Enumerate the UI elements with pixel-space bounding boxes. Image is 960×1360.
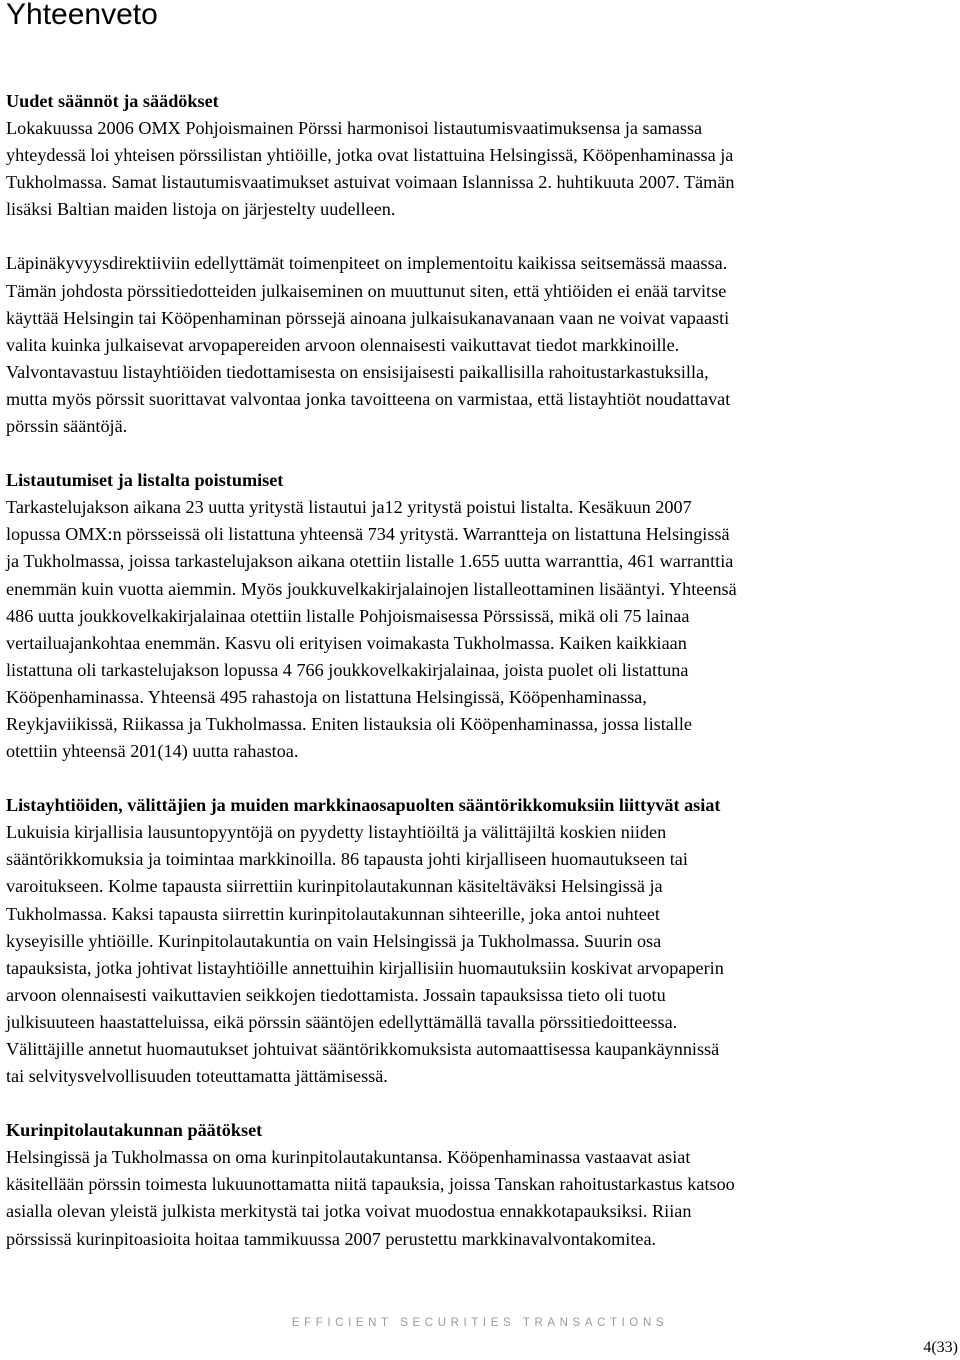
text-line: vertailuajankohtaa enemmän. Kasvu oli erityisen voimakasta Tukholmassa. Kaiken kaikkiaan [6, 632, 687, 653]
section-rules [6, 88, 958, 440]
text-line: Tukholmassa. Samat listautumisvaatimukset astuivat voimaan Islannissa 2. huhtikuuta 2007. Tämän [6, 172, 735, 193]
text-line: asialla olevan yleistä julkista merkitystä tai jotka voivat muodostua ennakkotapauksiksi. Riian [6, 1201, 692, 1222]
text-line: mutta myös pörssit suorittavat valvontaa jonka tavoitteena on varmistaa, että listayhtiöt noudattavat [6, 388, 731, 409]
text-line: Valvontavastuu listayhtiöiden tiedottamisesta on ensisijaisesti paikallisilla rahoitustarkastuksilla, [6, 361, 709, 382]
text-line: julkisuuteen haastatteluissa, eikä pörssin sääntöjen edellyttämällä tavalla pörssitiedoitteessa. [6, 1011, 678, 1032]
paragraph [6, 115, 958, 223]
text-line: ja Tukholmassa, joissa tarkastelujakson aikana otettiin listalle 1.655 uutta warranttia, 461 warranttia [6, 551, 734, 572]
page-number: 4(33) [923, 1339, 958, 1356]
paragraph [6, 1144, 958, 1252]
text-line: valita kuinka julkaisevat arvopapereiden arvoon olennaisesti vaikuttavat tiedot markkinoille. [6, 334, 680, 355]
section-listings [6, 467, 958, 765]
text-line: lopussa OMX:n pörsseissä oli listattuna yhteensä 734 yritystä. Warrantteja on listattuna Helsingissä [6, 524, 730, 545]
text-line: pörssin sääntöjä. [6, 416, 128, 437]
text-line: varoitukseen. Kolme tapausta siirrettiin kurinpitolautakunnan käsiteltäväksi Helsingissä ja [6, 876, 663, 897]
text-line: yhteydessä loi yhteisen pörssilistan yhtiöille, jotka ovat listattuina Helsingissä, Kööpenhaminassa ja [6, 145, 734, 166]
section-disciplinary [6, 1117, 958, 1252]
page-title: Yhteenveto [6, 0, 158, 31]
text-line: kyseyisille yhtiöille. Kurinpitolautakuntia on vain Helsingissä ja Tukholmassa. Suurin osa [6, 930, 662, 951]
text-line: Reykjaviikissä, Riikassa ja Tukholmassa. Eniten listauksia oli Kööpenhaminassa, jossa listalle [6, 713, 693, 734]
text-line: enemmän kuin vuotta aiemmin. Myös joukkuvelkakirjalainojen listalleottaminen lisääntyi. Yhteensä [6, 578, 737, 599]
paragraph [6, 250, 958, 440]
text-line: käyttää Helsingin tai Kööpenhaminan pörssejä ainoana julkaisukanavanaan vaan ne voivat vapaasti [6, 307, 730, 328]
text-line: listattuna oli tarkastelujakson lopussa 4 766 joukkovelkakirjalainaa, joista puolet oli listattuna [6, 659, 689, 680]
text-line: otettiin yhteensä 201(14) uutta rahastoa. [6, 741, 299, 762]
paragraph [6, 819, 958, 1090]
section-heading: Listautumiset ja listalta poistumiset [6, 470, 284, 491]
paragraph [6, 494, 958, 765]
document-body [6, 88, 958, 1253]
text-line: Helsingissä ja Tukholmassa on oma kurinpitolautakuntansa. Kööpenhaminassa vastaavat asiat [6, 1147, 691, 1168]
text-line: Kööpenhaminassa. Yhteensä 495 rahastoja on listattuna Helsingissä, Kööpenhaminassa, [6, 686, 647, 707]
text-line: Välittäjille annetut huomautukset johtuivat sääntörikkomuksista automaattisessa kaupankäynnissä [6, 1039, 720, 1059]
text-line: Tämän johdosta pörssitiedotteiden julkaiseminen on muuttunut siten, että yhtiöiden ei enää tarvitse [6, 280, 727, 301]
text-line: tai selvitysvelvollisuuden toteuttamatta jättämisessä. [6, 1066, 388, 1087]
text-line: käsitellään pörssin toimesta lukuunottamatta niitä tapauksia, joissa Tanskan rahoitustarkastus katsoo [6, 1174, 735, 1195]
text-line: sääntörikkomuksia ja toimintaa markkinoilla. 86 tapausta johti kirjalliseen huomautukseen tai [6, 849, 688, 870]
text-line: Läpinäkyvyysdirektiiviin edellyttämät toimenpiteet on implementoitu kaikissa seitsemässä maassa. [6, 253, 728, 274]
text-line: Tarkastelujakson aikana 23 uutta yritystä listautui ja12 yritystä poistui listalta. Kesäkuun 2007 [6, 497, 692, 518]
footer-text: EFFICIENT SECURITIES TRANSACTIONS [291, 1317, 669, 1329]
section-heading: Kurinpitolautakunnan päätökset [6, 1120, 263, 1141]
text-line: arvoon olennaisesti vaikuttavien seikkojen tiedottamista. Jossain tapauksissa tieto oli tuotu [6, 984, 666, 1005]
text-line: Tukholmassa. Kaksi tapausta siirrettin kurinpitolautakunnan sihteerille, joka antoi nuhteet [6, 903, 660, 924]
text-line: pörssissä kurinpitoasioita hoitaa tammikuussa 2007 perustettu markkinavalvontakomitea. [6, 1228, 657, 1249]
text-line: Lukuisia kirjallisia lausuntopyyntöjä on pyydetty listayhtiöiltä ja välittäjiltä koskien niiden [6, 822, 667, 843]
section-heading: Uudet säännöt ja säädökset [6, 91, 219, 111]
text-line: 486 uutta joukkovelkakirjalainaa otettiin listalle Pohjoismaisessa Pörssissä, mikä oli 75 lainaa [6, 605, 690, 626]
section-violations [6, 792, 958, 1090]
section-heading: Listayhtiöiden, välittäjien ja muiden markkinaosapuolten sääntörikkomuksiin liittyvät asiat [6, 795, 721, 816]
text-line: Lokakuussa 2006 OMX Pohjoismainen Pörssi harmonisoi listautumisvaatimuksensa ja samassa [6, 118, 703, 139]
text-line: tapauksista, jotka johtivat listayhtiöille annettuihin kirjallisiin huomautuksiin koskivat arvopaperin [6, 957, 724, 978]
text-line: lisäksi Baltian maiden listoja on järjestelty uudelleen. [6, 199, 396, 220]
